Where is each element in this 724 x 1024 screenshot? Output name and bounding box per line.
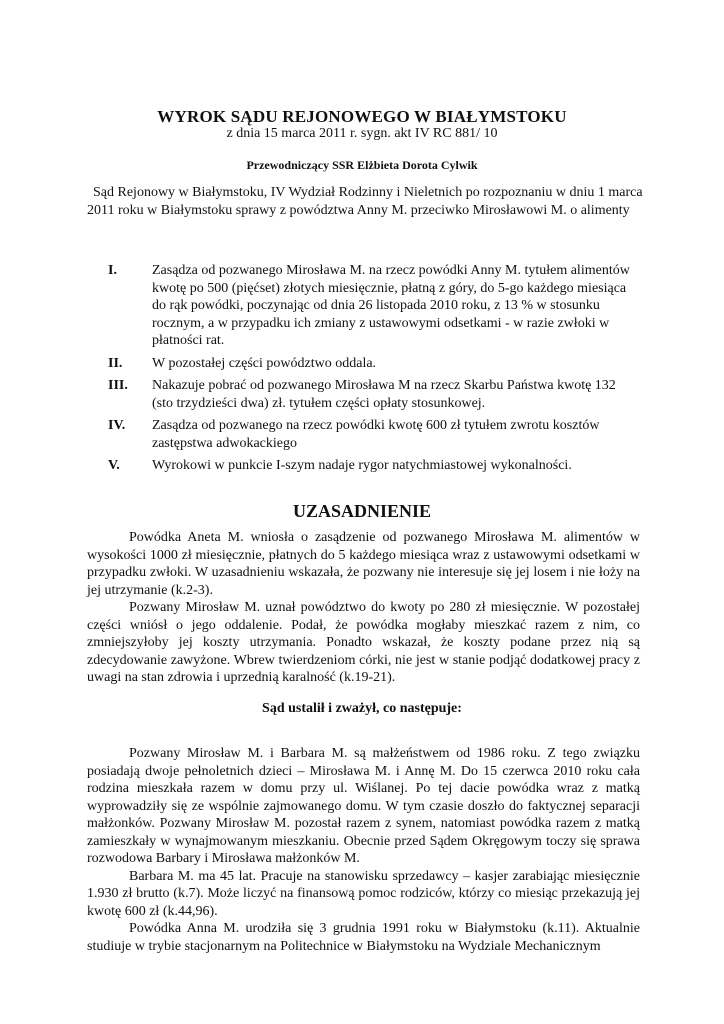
verdict-list <box>108 262 640 480</box>
verdict-item <box>108 262 640 350</box>
justification-paragraph: Powódka Aneta M. wniosła o zasądzenie od pozwanego Mirosława M. alimentów w wysokości 1000 zł miesięcznie, płatnych do 5 każdego miesiąca wraz z ustawowymi odsetkami w przypadku zwłoki. W uzasadnieniu wskazała, że pozwany nie interesuje się jej losem i nie łoży na jej utrzymanie (k.2-3). <box>87 530 640 598</box>
presiding-judge: Przewodniczący SSR Elżbieta Dorota Cylwik <box>246 158 478 172</box>
verdict-item <box>108 457 640 475</box>
intro-paragraph <box>87 184 647 220</box>
verdict-item <box>108 417 640 452</box>
judgment-date-case-number: z dnia 15 marca 2011 r. sygn. akt IV RC 881/ 10 <box>226 126 498 141</box>
verdict-item-number: IV. <box>108 418 126 433</box>
findings-paragraph: Barbara M. ma 45 lat. Pracuje na stanowisku sprzedawcy – kasjer zarabiając miesięcznie 1.930 zł brutto (k.7). Może liczyć na finansową pomoc rodziców, którzy co miesiąc przekazują jej kwotę 600 zł (k.44,96). <box>87 868 640 919</box>
findings-paragraph: Powódka Anna M. urodziła się 3 grudnia 1991 roku w Białymstoku (k.11). Aktualnie studiuje w trybie stacjonarnym na Politechnice w Białymstoku na Wydziale Mechanicznym <box>87 921 640 954</box>
verdict-item-number: I. <box>108 263 117 278</box>
verdict-item <box>108 377 640 412</box>
verdict-item-text: Wyrokowi w punkcie I-szym nadaje rygor natychmiastowej wykonalności. <box>152 458 572 473</box>
justification-heading: UZASADNIENIE <box>292 501 432 521</box>
verdict-item-text: Zasądza od pozwanego na rzecz powódki kwotę 600 zł tytułem zwrotu kosztów zastępstwa adwokackiego <box>152 418 600 451</box>
verdict-item-text: Zasądza od pozwanego Mirosława M. na rzecz powódki Anny M. tytułem alimentów kwotę po 500 (pięćset) złotych miesięcznie, płatną z góry, do 5-go każdego miesiąca do rąk powódki, poczynając od dnia 26 listopada 2010 roku, z 13 % w stosunku rocznym, a w przypadku ich zmiany z ustawowymi odsetkami - w razie zwłoki w płatności rat. <box>152 263 630 348</box>
verdict-item-number: II. <box>108 355 123 371</box>
findings-paragraph: Pozwany Mirosław M. i Barbara M. są małżeństwem od 1986 roku. Z tego związku posiadają dwoje pełnoletnich dzieci – Mirosława M. i Annę M. Do 15 czerwca 2010 roku cała rodzina mieszkała razem w domu przy ul. Wiślanej. Po tej dacie powódka wraz z matką wyprowadziły się ze wspólnie zajmowanego domu. W tym czasie doszło do faktycznej separacji małżonków. Pozwany Mirosław M. pozostał razem z synem, natomiast powódka razem z matką zamieszkały w wynajmowanym mieszkaniu. Obecnie przed Sądem Okręgowym toczy się sprawa rozwodowa Barbary i Mirosława małżonków M. <box>87 746 640 866</box>
findings-heading: Sąd ustalił i zważył, co następuje: <box>262 701 462 716</box>
verdict-item-text: W pozostałej części powództwo oddala. <box>152 355 377 371</box>
verdict-item <box>108 355 640 373</box>
findings-body <box>87 745 640 955</box>
judgment-title: WYROK SĄDU REJONOWEGO W BIAŁYMSTOKU <box>157 107 567 126</box>
justification-paragraph: Pozwany Mirosław M. uznał powództwo do kwoty po 280 zł miesięcznie. W pozostałej części wniósł o jego oddalenie. Podał, że powódka mogłaby mieszkać razem z nim, co zmniejszyłoby jej koszty utrzymania. Ponadto wskazał, że koszty podane przez nią są zdecydowanie zawyżone. Wbrew twierdzeniom córki, nie jest w stanie podjąć dodatkowej pracy z uwagi na stan zdrowia i uprzednią karalność (k.19-21). <box>87 600 640 685</box>
verdict-item-text: Nakazuje pobrać od pozwanego Mirosława M na rzecz Skarbu Państwa kwotę 132 (sto trzydzieści dwa) zł. tytułem części opłaty stosunkowej. <box>152 378 616 411</box>
verdict-item-number: III. <box>108 378 128 393</box>
intro-text: Sąd Rejonowy w Białymstoku, IV Wydział Rodzinny i Nieletnich po rozpoznaniu w dniu 1 marca 2011 roku w Białymstoku sprawy z powództwa Anny M. przeciwko Mirosławowi M. o alimenty <box>87 185 643 218</box>
verdict-item-number: V. <box>108 458 120 473</box>
justification-body <box>87 529 640 687</box>
